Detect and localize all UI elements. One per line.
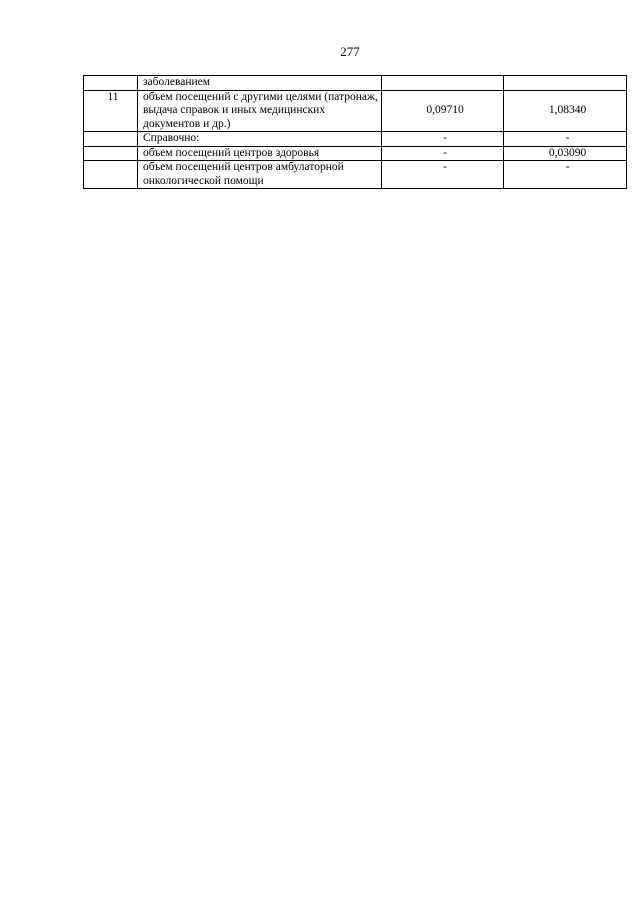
table-row [84, 76, 627, 91]
value-cell-2: - [504, 161, 627, 189]
row-number-cell [84, 132, 138, 147]
value-cell-2: - [504, 132, 627, 147]
description-cell: объем посещений с другими целями (патронаж, выдача справок и иных медицинских документов и др.) [138, 90, 382, 132]
value-cell-2 [504, 76, 627, 91]
row-number-cell [84, 161, 138, 189]
value-cell-2: 1,08340 [504, 90, 627, 132]
row-number-cell: 11 [84, 90, 138, 132]
description-cell: Справочно: [138, 132, 382, 147]
value-cell-1: - [382, 132, 504, 147]
table-row [84, 90, 627, 132]
table-row [84, 146, 627, 161]
table-row [84, 161, 627, 189]
value-cell-2: 0,03090 [504, 146, 627, 161]
value-cell-1: - [382, 146, 504, 161]
row-number-cell [84, 76, 138, 91]
value-cell-1: 0,09710 [382, 90, 504, 132]
description-cell: объем посещений центров здоровья [138, 146, 382, 161]
table-row [84, 132, 627, 147]
page-number: 277 [340, 44, 360, 59]
description-cell: заболеванием [138, 76, 382, 91]
value-cell-1: - [382, 161, 504, 189]
row-number-cell [84, 146, 138, 161]
description-cell: объем посещений центров амбулаторной онкологической помощи [138, 161, 382, 189]
data-table [83, 75, 627, 189]
value-cell-1 [382, 76, 504, 91]
